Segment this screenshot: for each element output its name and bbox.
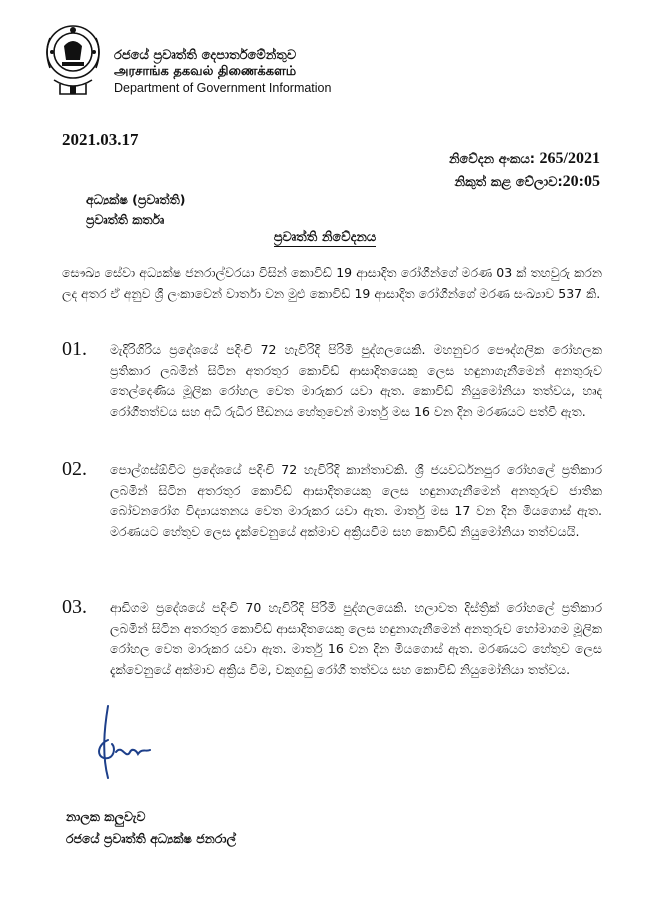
department-names — [114, 48, 434, 96]
department-name-sinhala: රජයේ ප්‍රවෘත්ති දෙපාර්තමේන්තුව — [114, 48, 297, 63]
release-date: 2021.03.17 — [62, 130, 139, 149]
release-time-value: 20:05 — [562, 173, 600, 190]
case-number: 03. — [62, 596, 87, 618]
department-name-tamil: அரசாங்க தகவல் திணைக்களம் — [114, 64, 297, 79]
release-number-value: 265/2021 — [539, 150, 600, 167]
government-emblem-icon — [40, 18, 106, 98]
case-description: ආඩිගම ප්‍රදේශයේ පදිංචි 70 හැවිරිදි පිරිමි පුද්ගලයෙකි. හලාවත දිස්ත්‍රික් රෝහලේ ප්‍රතිකාර ලබමින් සිටින අතරතුර කොවිඩ් ආසාදිතයෙකු ලෙස හඳුනාගැනීමෙන් අනතුරුව හෝමාගම මූලික රෝහල වෙත මාරුකර යවා ඇත. මාර්තු 16 වන දින මියගොස් ඇත. මරණයට හේතුව ලෙස දැක්වෙනුයේ අක්මාව අක්‍රිය වීම, වකුගඩු රෝගී තත්වය සහ කොවිඩ් නියුමෝනියා තත්වය. — [110, 600, 602, 677]
case-number: 01. — [62, 338, 87, 360]
release-time-row — [449, 171, 600, 194]
handwritten-signature-icon — [94, 700, 164, 790]
intro-paragraph: සෞඛ්‍ය සේවා අධ්‍යක්ෂ ජනරාල්වරයා විසින් කොවිඩ් 19 ආසාදිත රෝගීන්ගේ මරණ 03 ක් තහවුරු කරන ලද අතර ඒ අනුව ශ්‍රී ලංකාවෙන් වාර්තා වන මුළු කොවිඩ් 19 ආසාදිත රෝගීන්ගේ මරණ සංඛ්‍යාව 537 කි. — [62, 265, 602, 301]
release-time-label: නිකුත් කළ වේලාව: — [454, 175, 563, 190]
signer-block — [66, 806, 236, 850]
subject-text: ප්‍රවෘත්ති නිවේදනය — [273, 230, 377, 245]
department-name-english: Department of Government Information — [114, 81, 332, 95]
case-description: මැදිරිගිරිය ප්‍රදේශයේ පදිංචි 72 හැවිරිදි පිරිමි පුද්ගලයෙකි. මහනුවර පෞද්ගලික රෝහලක ප්‍රතිකාර ලබමින් සිටින අතරතුර කොවිඩ් ආසාදිතයෙකු ලෙස හඳුනාගැනීමෙන් අනතුරුව තෙල්දෙණිය මූලික රෝහල වෙත මාරුකර යවා ඇත. කොවිඩ් නියුමෝනියා තත්වය, හෘද රෝගීතත්වය සහ අධි රුධිර පීඩනය හේතුවෙන් මාර්තු මස 16 වන දින මරණයට පත්වී ඇත. — [110, 342, 602, 419]
release-number-label: නිවේදන අංකය: — [448, 152, 536, 167]
addressee-line-1: අධ්‍යක්ෂ (ප්‍රවෘත්ති) — [86, 192, 186, 207]
subject-heading — [0, 230, 650, 245]
addressee-line-2: ප්‍රවෘත්ති කර්තෘ — [86, 212, 165, 227]
signer-name: නාලක කලුවැව — [66, 809, 146, 824]
signer-title: රජයේ ප්‍රවෘත්ති අධ්‍යක්ෂ ජනරාල් — [66, 831, 237, 846]
release-number-row — [449, 148, 600, 171]
case-number: 02. — [62, 458, 87, 480]
case-description: පොල්ගස්ඕවිට ප්‍රදේශයේ පදිංචි 72 හැවිරිදි කාන්තාවකි. ශ්‍රී ජයවර්ධනපුර රෝහලේ ප්‍රතිකාර ලබමින් සිටින අතරතුර කොවිඩ් ආසාදිතයෙකු ලෙස හඳුනාගැනීමෙන් අනතුරුව ජාතික බෝවනරෝග විද්‍යායතනය වෙත මාරුකර යවා ඇත. මාර්තු මස 17 වන දින මියගොස් ඇත. මරණයට හේතුව ලෙස දැක්වෙනුයේ අක්මාව අක්‍රියවීම සහ කොවිඩ් නියුමෝනියා තත්වයයි. — [110, 462, 602, 539]
addressee — [86, 190, 185, 230]
release-info — [449, 148, 600, 194]
